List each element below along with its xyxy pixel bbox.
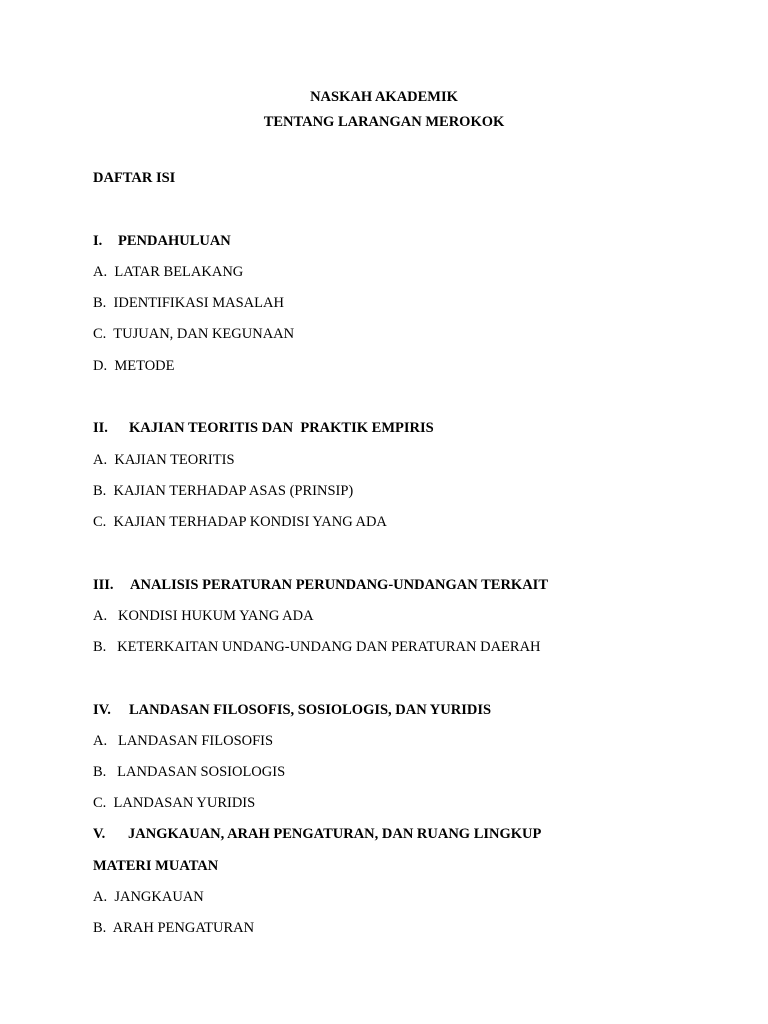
chapter-numeral: I. xyxy=(93,233,103,249)
toc-item: D. METODE xyxy=(93,358,175,374)
chapter-title: KAJIAN TEORITIS DAN PRAKTIK EMPIRIS xyxy=(129,420,434,436)
toc-item: B. KETERKAITAN UNDANG-UNDANG DAN PERATURAN DAERAH xyxy=(93,639,541,655)
chapter-heading xyxy=(93,825,541,843)
chapter-title: JANGKAUAN, ARAH PENGATURAN, DAN RUANG LINGKUP xyxy=(128,826,542,842)
toc-item: B. IDENTIFIKASI MASALAH xyxy=(93,295,284,311)
document-title: NASKAH AKADEMIK xyxy=(310,89,458,105)
toc-item: B. KAJIAN TERHADAP ASAS (PRINSIP) xyxy=(93,483,354,499)
toc-item: A. KONDISI HUKUM YANG ADA xyxy=(93,608,314,624)
toc-item: C. LANDASAN YURIDIS xyxy=(93,795,256,811)
chapter-numeral: II. xyxy=(93,420,108,436)
toc-heading: DAFTAR ISI xyxy=(93,170,176,186)
chapter-numeral: IV. xyxy=(93,702,111,718)
chapter-title: PENDAHULUAN xyxy=(118,233,231,249)
chapter-heading xyxy=(93,701,491,719)
chapter-heading xyxy=(93,232,231,250)
toc-item: A. LATAR BELAKANG xyxy=(93,264,244,280)
chapter-numeral: III. xyxy=(93,577,114,593)
toc-item: A. KAJIAN TEORITIS xyxy=(93,452,235,468)
document-subtitle: TENTANG LARANGAN MEROKOK xyxy=(263,114,505,130)
toc-item: B. ARAH PENGATURAN xyxy=(93,920,255,936)
chapter-heading xyxy=(93,419,434,437)
chapter-numeral: V. xyxy=(93,826,106,842)
toc-item: C. KAJIAN TERHADAP KONDISI YANG ADA xyxy=(93,514,387,530)
toc-item: C. TUJUAN, DAN KEGUNAAN xyxy=(93,326,295,342)
chapter-title-continuation: MATERI MUATAN xyxy=(93,858,219,874)
chapter-heading xyxy=(93,576,548,594)
toc-item: A. LANDASAN FILOSOFIS xyxy=(93,733,274,749)
chapter-title: ANALISIS PERATURAN PERUNDANG-UNDANGAN TERKAIT xyxy=(130,577,548,593)
toc-item: A. JANGKAUAN xyxy=(93,889,204,905)
toc-item: B. LANDASAN SOSIOLOGIS xyxy=(93,764,286,780)
chapter-title: LANDASAN FILOSOFIS, SOSIOLOGIS, DAN YURIDIS xyxy=(129,702,492,718)
